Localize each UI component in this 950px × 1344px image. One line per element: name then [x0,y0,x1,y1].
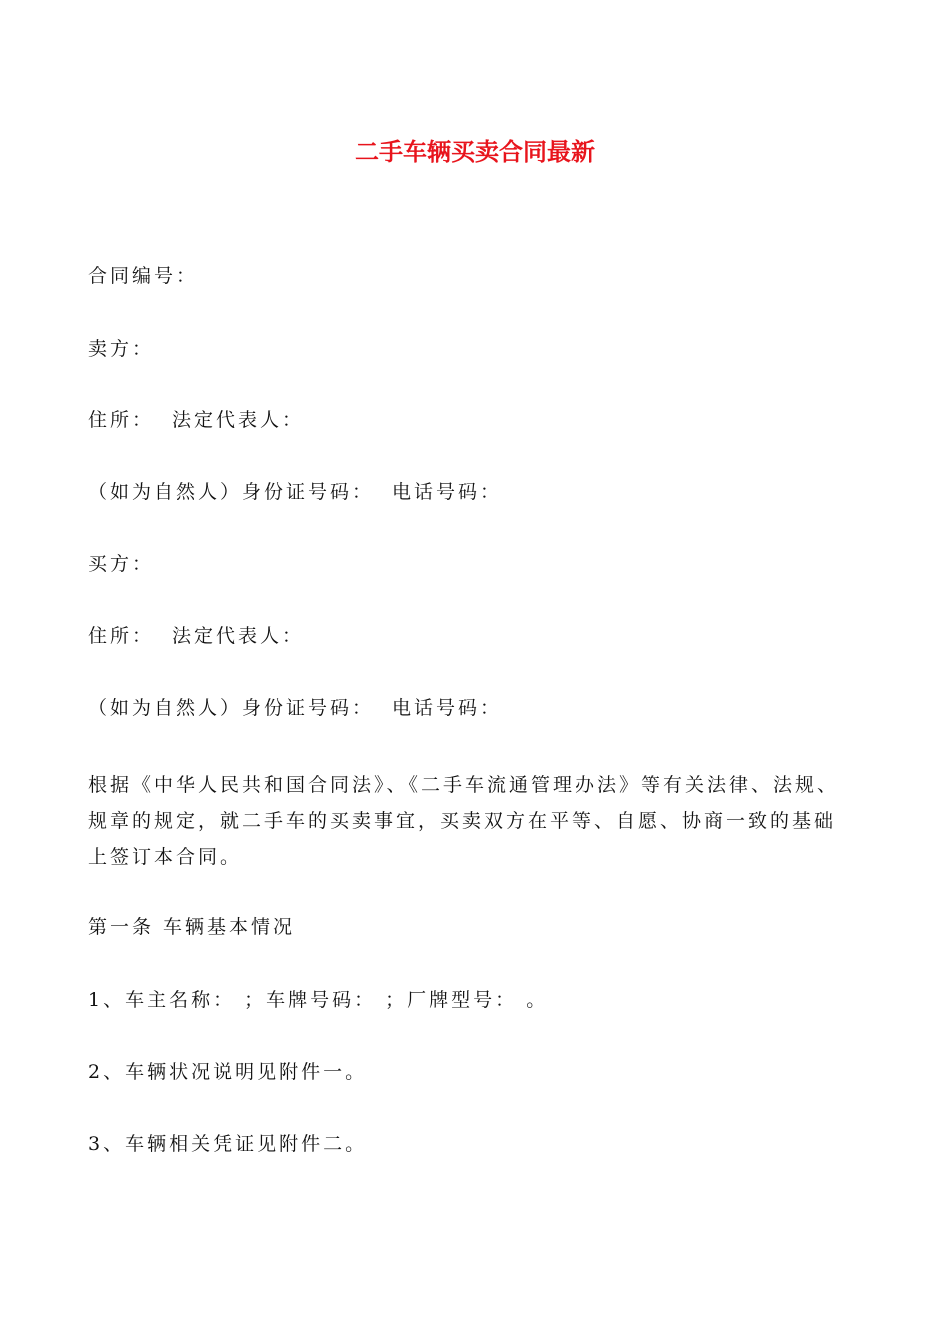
article1-item: 2、车辆状况说明见附件一。 [88,1061,368,1083]
buyer-address-line [88,622,888,650]
seller-line [88,335,888,363]
buyer-label: 买方： [88,553,155,575]
contract-number-line [88,262,888,290]
preamble-line: 上签订本合同。 [88,846,243,868]
seller-representative-label: 法定代表人： [172,409,305,431]
article1-heading: 第一条 车辆基本情况 [88,916,296,938]
preamble-line: 根据《中华人民共和国合同法》、《二手车流通管理办法》等有关法律、法规、 [88,774,840,796]
seller-address-line [88,406,888,434]
seller-label: 卖方： [88,338,155,360]
seller-id-label: （如为自然人）身份证号码： [88,481,375,503]
buyer-representative-label: 法定代表人： [172,625,305,647]
preamble-paragraph [88,767,888,875]
buyer-phone-label: 电话号码： [392,697,503,719]
buyer-id-line [88,694,888,722]
article1-item: 1、车主名称： ；车牌号码： ；厂牌型号： 。 [88,989,549,1011]
buyer-address-label: 住所： [88,625,155,647]
buyer-line [88,550,888,578]
contract-number-label: 合同编号： [88,265,199,287]
article1-item: 3、车辆相关凭证见附件二。 [88,1133,368,1155]
seller-address-label: 住所： [88,409,155,431]
seller-id-line [88,478,888,506]
preamble-line: 规章的规定，就二手车的买卖事宜，买卖双方在平等、自愿、协商一致的基础 [88,810,837,832]
seller-phone-label: 电话号码： [392,481,503,503]
document-title: 二手车辆买卖合同最新 [355,138,595,166]
buyer-id-label: （如为自然人）身份证号码： [88,697,375,719]
